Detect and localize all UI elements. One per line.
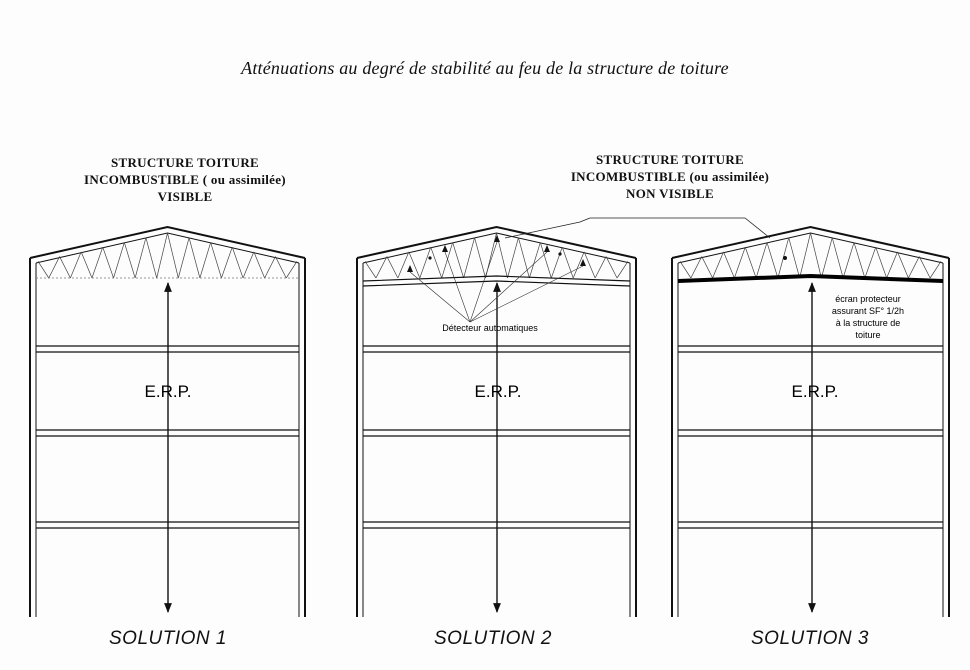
- truss-member: [211, 242, 222, 278]
- truss-member: [854, 242, 865, 278]
- truss-member: [81, 252, 92, 278]
- truss-member: [518, 238, 529, 278]
- truss-member: [930, 261, 941, 278]
- erp-label: E.R.P.: [144, 382, 192, 401]
- solution-label: SOLUTION 1: [109, 628, 227, 649]
- screen-note-line: à la structure de: [835, 318, 901, 328]
- truss-member: [789, 238, 800, 278]
- truss-member: [617, 261, 628, 278]
- truss-member: [60, 257, 71, 278]
- truss-member: [387, 257, 398, 278]
- caption-line: NON VISIBLE: [626, 186, 714, 201]
- screen-note-line: écran protecteur: [835, 294, 901, 304]
- detector-leader: [470, 266, 583, 322]
- truss-member: [908, 257, 919, 278]
- truss-member: [114, 242, 125, 278]
- truss-member: [178, 238, 189, 278]
- truss-member: [713, 252, 724, 278]
- truss-member: [92, 247, 103, 278]
- detector-dot: [428, 256, 431, 259]
- caption-line: STRUCTURE TOITURE: [110, 155, 260, 170]
- roof-outline: [30, 227, 305, 258]
- truss-member: [442, 242, 453, 278]
- screen-note-line: toiture: [855, 330, 881, 340]
- truss-member: [756, 242, 767, 278]
- caption-line: INCOMBUSTIBLE (ou assimilée): [570, 169, 770, 184]
- truss-member: [865, 247, 876, 278]
- truss-member: [243, 252, 254, 278]
- truss-member: [431, 247, 442, 278]
- protective-screen: [678, 276, 943, 281]
- truss-member: [135, 238, 146, 278]
- roof-outline: [357, 227, 636, 258]
- truss-member: [124, 242, 135, 278]
- truss-member: [168, 233, 179, 278]
- truss-member: [887, 252, 898, 278]
- truss-member: [529, 242, 540, 278]
- leader-line: [590, 218, 770, 238]
- truss-member: [800, 233, 811, 278]
- truss-member: [724, 252, 735, 278]
- structure-dot: [783, 256, 787, 260]
- truss-member: [821, 238, 832, 278]
- truss-member: [876, 247, 887, 278]
- leader-line: [505, 218, 590, 238]
- truss-member: [811, 233, 822, 278]
- ceiling-line: [363, 276, 630, 281]
- truss-member: [767, 242, 778, 278]
- truss-member: [103, 247, 114, 278]
- truss-member: [200, 242, 211, 278]
- truss-member: [475, 238, 486, 278]
- caption-line: INCOMBUSTIBLE ( ou assimilée): [84, 172, 286, 187]
- caption-line: VISIBLE: [157, 189, 213, 204]
- truss-member: [221, 247, 232, 278]
- truss-member: [595, 257, 606, 278]
- detector-dot: [558, 252, 561, 255]
- truss-member: [265, 257, 276, 278]
- truss-member: [507, 238, 518, 278]
- truss-member: [70, 252, 81, 278]
- truss-member: [898, 252, 909, 278]
- truss-member: [464, 238, 475, 278]
- erp-label: E.R.P.: [474, 382, 522, 401]
- truss-member: [453, 242, 464, 278]
- truss-member: [286, 261, 297, 278]
- truss-member: [146, 238, 157, 278]
- truss-member: [157, 233, 168, 278]
- screen-note-line: assurant SF° 1/2h: [831, 306, 905, 316]
- truss-member: [584, 252, 595, 278]
- truss-member: [734, 247, 745, 278]
- detector-icon: [442, 245, 448, 252]
- caption-line: STRUCTURE TOITURE: [595, 152, 745, 167]
- truss-member: [702, 257, 713, 278]
- truss-member: [232, 247, 243, 278]
- truss-member: [832, 238, 843, 278]
- solution-label: SOLUTION 3: [751, 628, 869, 649]
- truss-member: [745, 247, 756, 278]
- detector-icon: [544, 245, 550, 252]
- truss-member: [189, 238, 200, 278]
- solution-label: SOLUTION 2: [434, 628, 552, 649]
- roof-outline: [672, 227, 949, 258]
- truss-member: [254, 252, 265, 278]
- detector-icon: [407, 265, 413, 272]
- truss-member: [420, 247, 431, 278]
- truss-member: [365, 261, 376, 278]
- truss-member: [551, 247, 562, 278]
- truss-member: [540, 242, 551, 278]
- truss-member: [409, 252, 420, 278]
- page-title: Atténuations au degré de stabilité au feu de la structure de toiture: [241, 58, 729, 78]
- detector-label: Détecteur automatiques: [442, 323, 538, 333]
- truss-member: [843, 242, 854, 278]
- truss-member: [38, 261, 49, 278]
- erp-label: E.R.P.: [791, 382, 839, 401]
- truss-member: [680, 261, 691, 278]
- truss-member: [398, 252, 409, 278]
